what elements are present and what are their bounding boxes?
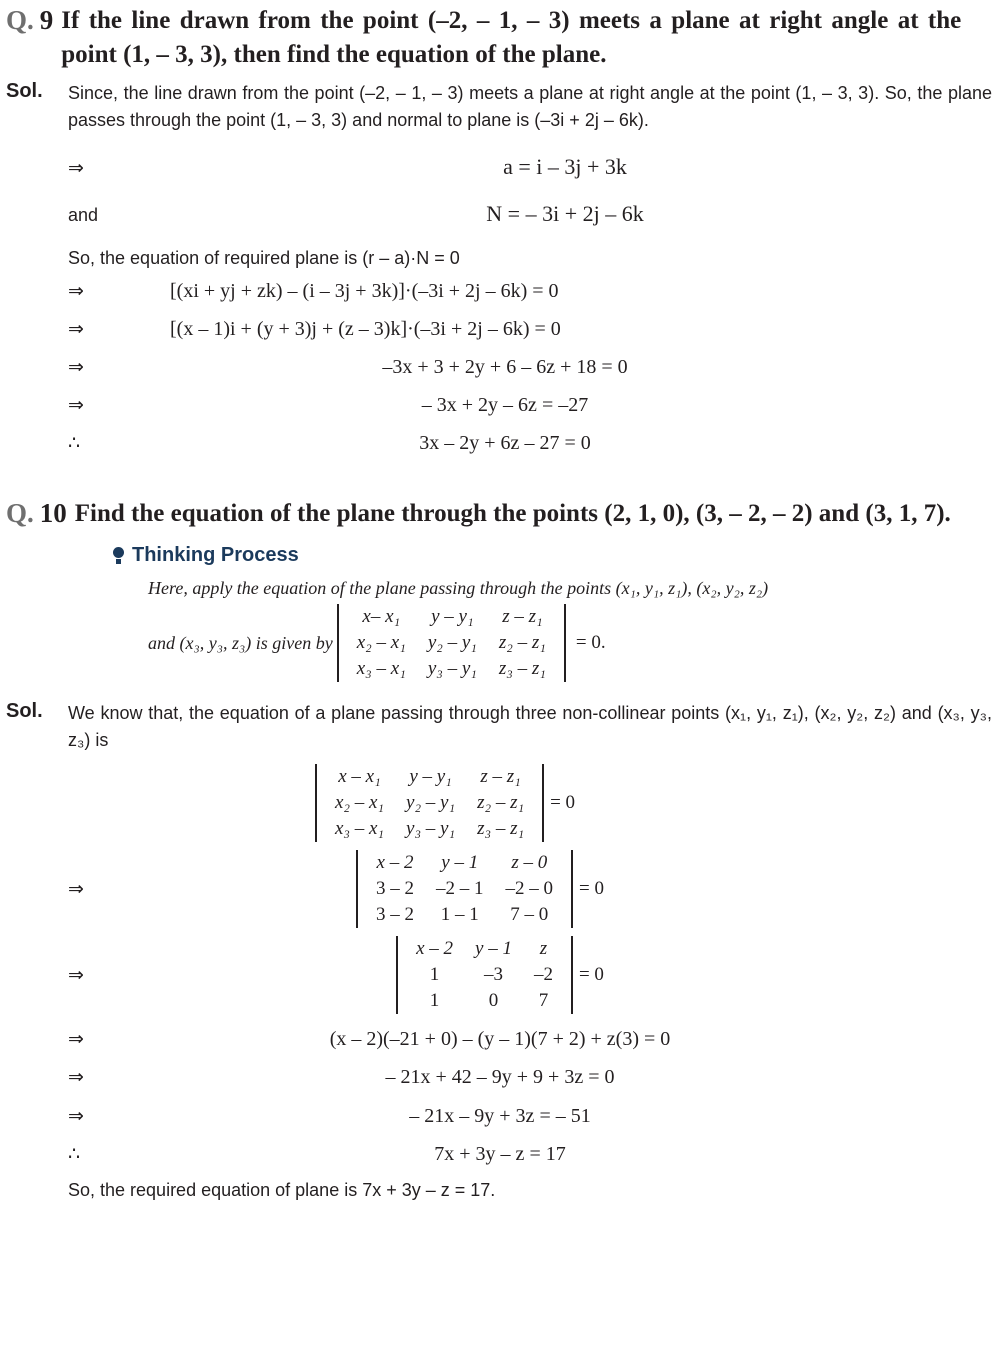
determinant-bar-right [542,764,544,842]
question-label: Q. [6,5,34,35]
eq-row-step5 [68,424,992,462]
eq-row-N [68,193,992,235]
equation-a: a = i – 3j + 3k [503,153,627,179]
matrix-cell: y₂ – y₁ [406,792,456,814]
q10-determinant-2 [356,850,573,928]
matrix-cell: y – 1 [441,852,479,874]
q10-step-row-2 [68,1058,992,1096]
matrix-row [346,656,557,682]
matrix-cell: 0 [488,990,499,1012]
q9-step-2: [(x – 1)i + (y + 3)j + (z – 3)k]·(–3i + 2j – 6k) = 0 [170,318,561,341]
question-number: 10 [39,497,67,528]
solution-10-block [0,682,1000,1203]
matrix-cell: 1 [429,964,440,986]
q9-step-1: [(xi + yj + zk) – (i – 3j + 3k)]·(–3i + 2j – 6k) = 0 [170,280,559,303]
matrix-cell: z – z₁ [502,606,543,628]
matrix-cell: z₂ – z₁ [477,792,525,814]
implies-symbol: ⇒ [68,319,84,341]
matrix-cell: 7 – 0 [510,904,549,926]
question-9-text: If the line drawn from the point (–2, – 1, – 3) meets a plane at right angle at the point (1, – 3, 3), then find the equation of the plane. [61,7,962,68]
matrix-cell: –2 – 1 [436,878,484,900]
q9-step-3: –3x + 3 + 2y + 6 – 6z + 18 = 0 [382,356,628,379]
matrix-cell: 3 – 2 [376,904,415,926]
q10-closing-statement: So, the required equation of plane is 7x + 3y – z = 17. [68,1179,496,1200]
question-9-block [0,0,1000,72]
matrix-row [405,936,564,962]
implies-symbol: ⇒ [68,964,84,986]
matrix-cell: x – 2 [376,852,414,874]
matrix-cell: x – 2 [416,938,454,960]
thinking-process-block [0,530,1000,682]
matrix-cell: x₂ – x₁ [334,792,385,814]
q10-matrix-3-row [68,936,992,1014]
matrix-row [346,604,557,630]
matrix-row [405,988,564,1014]
q10-step-4: 7x + 3y – z = 17 [434,1142,566,1165]
equation-N: N = – 3i + 2j – 6k [486,201,644,227]
q10-determinant-3-result: = 0 [578,964,604,986]
matrix-cell: y₂ – y₁ [427,632,477,654]
matrix-cell: y – y₁ [409,766,452,788]
determinant-bar-left [356,850,358,928]
matrix-cell: z – 0 [511,852,548,874]
q10-step-row-4 [68,1135,992,1173]
therefore-symbol: ∴ [68,433,81,455]
eq-row-a [68,146,992,188]
q10-step-row-3 [68,1097,992,1135]
matrix-cell: –3 [483,964,503,986]
q10-determinant-1-result: = 0 [550,792,576,814]
question-10-text: Find the equation of the plane through the points (2, 1, 0), (3, – 2, – 2) and (3, 1, 7). [74,499,951,527]
question-10-block [0,463,1000,531]
thinking-process-line-1: Here, apply the equation of the plane passing through the points (x₁, y₁, z₁), (x₂, y₂, z₂) [148,578,769,599]
thinking-process-formula-row [148,604,992,682]
matrix-cell: y – 1 [475,938,512,960]
solution-10-paragraph: We know that, the equation of a plane passing through three non-collinear points (x₁, y₁, z₁), (x₂, y₂, z₂) and (x₃, y₃, z₃) is [68,703,992,751]
solution-label: Sol. [6,700,43,723]
matrix-cell: 1 [429,990,440,1012]
q10-step-2: – 21x + 42 – 9y + 9 + 3z = 0 [385,1066,615,1089]
determinant-bar-left [337,604,339,682]
implies-symbol: ⇒ [68,395,84,417]
solution-label: Sol. [6,79,43,102]
matrix-cell: 3 – 2 [376,878,415,900]
implies-symbol: ⇒ [68,157,84,179]
matrix-cell: x₂ – x₁ [356,632,406,654]
thinking-process-determinant [337,604,566,682]
q10-step-3: – 21x – 9y + 3z = – 51 [409,1104,591,1127]
and-word: and [68,205,99,226]
implies-symbol: ⇒ [68,1105,84,1127]
thinking-process-header [112,544,992,567]
eq-row-step2 [68,310,992,348]
matrix-cell: y₃ – y₁ [406,818,456,840]
q10-determinant-3 [396,936,573,1014]
question-label: Q. [6,497,34,528]
solution-9-block [0,72,1000,463]
bulb-icon [112,547,125,564]
q9-step-4: – 3x + 2y – 6z = –27 [421,394,589,417]
matrix-row [324,764,535,790]
q10-step-1: (x – 2)(–21 + 0) – (y – 1)(7 + 2) + z(3) = 0 [329,1028,671,1051]
matrix-row [346,630,557,656]
matrix-cell: z₃ – z₁ [477,818,525,840]
matrix-cell: x– x₁ [362,606,401,628]
q10-matrix-2-row [68,850,992,928]
implies-symbol: ⇒ [68,281,84,303]
implies-symbol: ⇒ [68,1029,84,1051]
matrix-row [365,902,564,928]
matrix-row [324,816,535,842]
thinking-process-determinant-result: = 0. [575,632,606,654]
matrix-cell: y – y₁ [431,606,474,628]
determinant-bar-right [571,850,573,928]
matrix-cell: z – z₁ [480,766,521,788]
equation-required-plane: So, the equation of required plane is (r – a)·N = 0 [68,248,460,269]
matrix-cell: x₃ – x₁ [334,818,385,840]
matrix-cell: z₂ – z₁ [498,632,546,654]
matrix-cell: z₃ – z₁ [498,658,546,680]
q10-determinant-1 [315,764,544,842]
eq-row-step4 [68,386,992,424]
thinking-process-line-2: and (x₃, y₃, z₃) is given by [148,632,333,653]
matrix-row [405,962,564,988]
matrix-cell: –2 [533,964,553,986]
eq-row-step1 [68,272,992,310]
implies-symbol: ⇒ [68,357,84,379]
question-number: 9 [39,5,54,35]
determinant-bar-right [564,604,566,682]
matrix-cell: z [539,938,548,960]
matrix-cell: x – x₁ [338,766,381,788]
q9-step-5: 3x – 2y + 6z – 27 = 0 [419,432,591,455]
matrix-cell: –2 – 0 [505,878,554,900]
determinant-bar-right [571,936,573,1014]
eq-row-step3 [68,348,992,386]
matrix-row [365,850,564,876]
matrix-cell: 7 [538,990,549,1012]
therefore-symbol: ∴ [68,1143,81,1165]
matrix-row [324,790,535,816]
matrix-row [365,876,564,902]
q10-matrix-1-row [68,764,992,842]
matrix-cell: y₃ – y₁ [427,658,477,680]
q10-determinant-2-result: = 0 [579,878,604,900]
determinant-bar-left [396,936,398,1014]
q10-step-row-1 [68,1020,992,1058]
determinant-bar-left [315,764,317,842]
thinking-process-title: Thinking Process [132,544,299,567]
implies-symbol: ⇒ [68,1067,84,1089]
implies-symbol: ⇒ [68,878,84,900]
matrix-cell: x₃ – x₁ [356,658,406,680]
matrix-cell: 1 – 1 [440,904,479,926]
solution-9-paragraph: Since, the line drawn from the point (–2, – 1, – 3) meets a plane at right angle at the point (1, – 3, 3). So, the plane passes through the point (1, – 3, 3) and normal to plane is (–3i + 2j – 6k). [68,82,992,130]
